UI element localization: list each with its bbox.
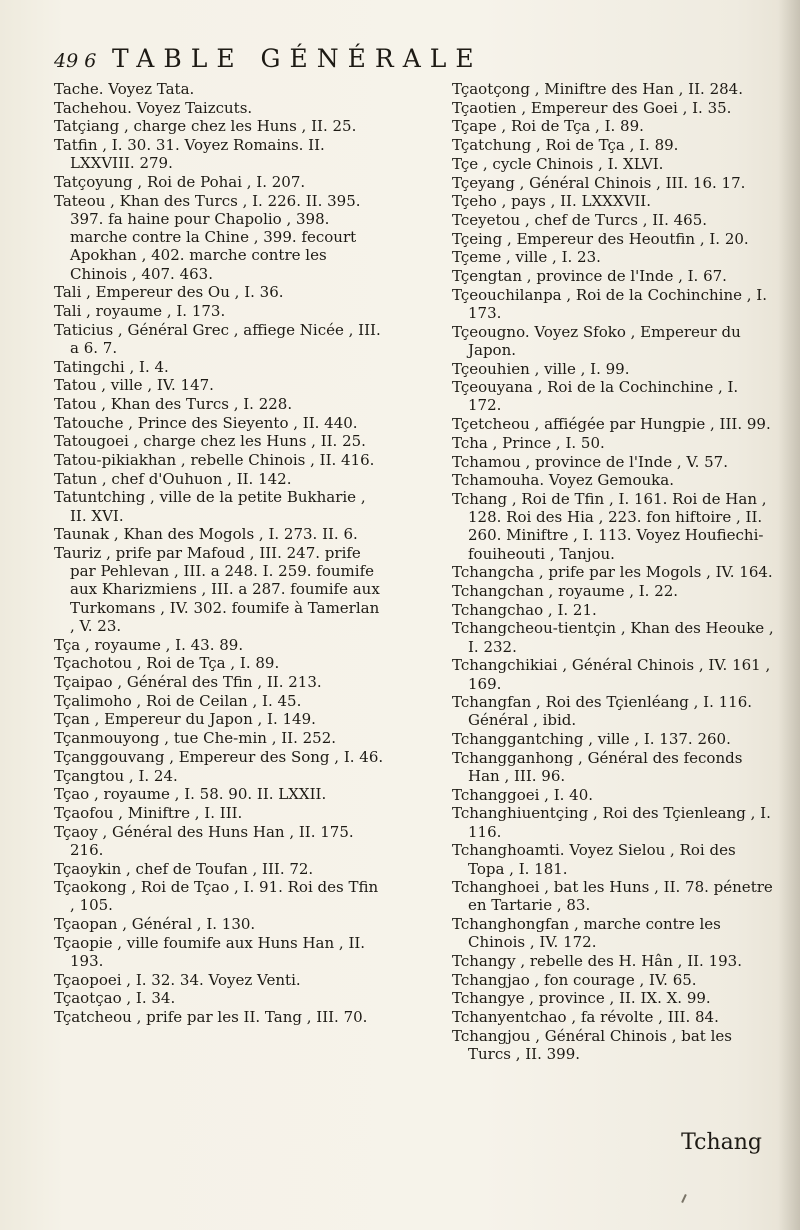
index-entry: Tçetcheou , affiégée par Hungpie , III. 99. — [452, 415, 771, 434]
running-title: TABLE GÉNÉRALE — [112, 44, 483, 73]
index-entry: Tçaotçao , I. 34. — [54, 989, 176, 1008]
index-entry: Tchanggoei , I. 40. — [452, 785, 594, 804]
index-entry: Tchangye , province , II. IX. X. 99. — [452, 989, 711, 1008]
index-entry: Tçeouchilanpa , Roi de la Cochinchine , I. 173. — [452, 285, 767, 322]
index-entry: Tchangganhong , Général des feconds Han , III. 96. — [452, 748, 743, 786]
index-entry: Tçaipao , Général des Tfin , II. 213. — [54, 673, 322, 691]
index-entry: Tça , royaume , I. 43. 89. — [54, 635, 244, 654]
index-entry: Tçatchung , Roi de Tça , I. 89. — [452, 136, 679, 155]
index-entry: Tçape , Roi de Tça , I. 89. — [452, 117, 644, 136]
page-edge-shadow — [778, 0, 800, 1230]
index-entry: Tatçiang , charge chez les Huns , II. 25. — [54, 117, 357, 136]
index-entry: Tchanghoamti. Voyez Sielou , Roi des Topa , I. 181. — [452, 841, 736, 878]
index-entry: Tcha , Prince , I. 50. — [452, 433, 605, 452]
index-entry: Tatun , chef d'Ouhuon , II. 142. — [54, 469, 292, 488]
index-entry: Tchanggantching , ville , I. 137. 260. — [452, 730, 731, 749]
index-entry: Tali , royaume , I. 173. — [54, 301, 226, 320]
index-entry: Taticius , Général Grec , affiege Nicée , III. a 6. 7. — [54, 320, 381, 357]
index-entry: Tçanggouvang , Empereur des Song , I. 46. — [54, 747, 384, 766]
index-entry: Tchangchikiai , Général Chinois , IV. 161 , 169. — [452, 656, 771, 693]
index-entry: Tali , Empereur des Ou , I. 36. — [54, 283, 284, 302]
index-entry: Tatuntching , ville de la petite Bukharie , II. XVI. — [54, 488, 366, 525]
pencil-mark — [681, 1194, 687, 1203]
index-entry: Tceyetou , chef de Turcs , II. 465. — [452, 210, 708, 229]
index-entry: Tçeing , Empereur des Heoutfin , I. 20. — [452, 229, 749, 248]
index-entry: Tchangjao , fon courage , IV. 65. — [452, 970, 697, 989]
page-number: 49 6 — [54, 50, 97, 72]
index-entry: Tçao , royaume , I. 58. 90. II. LXXII. — [54, 785, 327, 804]
index-entry: Tatougoei , charge chez les Huns , II. 25. — [54, 432, 366, 451]
index-entry: Tçangtou , I. 24. — [54, 766, 178, 785]
index-entry: Tçeho , pays , II. LXXXVII. — [452, 192, 651, 211]
index-entry: Tchangchao , I. 21. — [452, 600, 597, 619]
index-entry: Tçan , Empereur du Japon , I. 149. — [54, 710, 316, 729]
index-entry: Tchanyentchao , fa révolte , III. 84. — [452, 1008, 719, 1027]
index-entry: Tçaotien , Empereur des Goei , I. 35. — [452, 98, 732, 117]
index-entry: Tchangchan , royaume , I. 22. — [452, 581, 679, 600]
index-entry: Tatouche , Prince des Sieyento , II. 440. — [54, 413, 358, 432]
left-index-column — [54, 80, 384, 1027]
index-entry: Tçaotçong , Miniftre des Han , II. 284. — [452, 80, 743, 98]
index-entry: Tchanghoei , bat les Huns , II. 78. pénetre en Tartarie , 83. — [452, 878, 773, 915]
index-entry: Taunak , Khan des Mogols , I. 273. II. 6. — [54, 525, 358, 544]
right-index-column — [452, 80, 774, 1064]
index-entry: Tatou , Khan des Turcs , I. 228. — [54, 394, 293, 413]
index-entry: Tachehou. Voyez Taizcuts. — [54, 98, 253, 117]
index-entry: Tchangfan , Roi des Tçienléang , I. 116. Général , ibid. — [452, 693, 753, 730]
index-entry: Tçaopie , ville foumife aux Huns Han , II. 193. — [54, 933, 366, 971]
index-entry: Tçeouhien , ville , I. 99. — [452, 359, 630, 378]
index-entry: Tçaokong , Roi de Tçao , I. 91. Roi des Tfin , 105. — [54, 878, 379, 915]
index-entry: Tçaoykin , chef de Toufan , III. 72. — [54, 859, 314, 878]
index-entry: Tauriz , prife par Mafoud , III. 247. prife par Pehlevan , III. a 248. I. 259. foumife aux Kharizmiens , III. a 287. foumife aux Turkomans , IV. 302. foumife à Tamerlan , V. 23. — [54, 544, 380, 635]
index-entry: Tatou , ville , IV. 147. — [54, 376, 214, 395]
index-columns — [54, 80, 774, 1180]
index-entry: Tatfin , I. 30. 31. Voyez Romains. II. LXXVIII. 279. — [54, 136, 325, 173]
index-entry: Tçeougno. Voyez Sfoko , Empereur du Japon. — [452, 322, 741, 359]
index-entry: Tateou , Khan des Turcs , I. 226. II. 395. 397. fa haine pour Chapolio , 398. marche contre la Chine , 399. fecourt Apokhan , 402. marche contre les Chinois , 407. 463. — [54, 191, 361, 283]
page-header — [0, 44, 800, 78]
index-entry: Tchang , Roi de Tfin , I. 161. Roi de Han , 128. Roi des Hia , 223. fon hiftoire , II. 260. Miniftre , I. 113. Voyez Houfiechi-fouiheouti , Tanjou. — [452, 489, 767, 563]
index-entry: Tçeyang , Général Chinois , III. 16. 17. — [452, 173, 746, 192]
index-entry: Tçanmouyong , tue Che-min , II. 252. — [54, 729, 337, 748]
index-entry: Tatçoyung , Roi de Pohai , I. 207. — [54, 173, 306, 192]
index-entry: Tatingchi , I. 4. — [54, 357, 169, 376]
index-entry: Tçatcheou , prife par les II. Tang , III. 70. — [54, 1008, 368, 1027]
index-entry: Tache. Voyez Tata. — [54, 80, 195, 98]
index-entry: Tchamou , province de l'Inde , V. 57. — [452, 452, 728, 471]
index-entry: Tchangcha , prife par les Mogols , IV. 164. — [452, 563, 773, 582]
index-entry: Tçaoy , Général des Huns Han , II. 175. 216. — [54, 822, 354, 859]
index-entry: Tchangjou , Général Chinois , bat les Turcs , II. 399. — [452, 1026, 732, 1064]
index-entry: Tçeme , ville , I. 23. — [452, 248, 601, 267]
index-entry: Tçaofou , Miniftre , I. III. — [54, 803, 243, 822]
index-entry: Tchamouha. Voyez Gemouka. — [452, 471, 674, 490]
index-entry: Tchanghiuentçing , Roi des Tçienleang , I. 116. — [452, 804, 771, 841]
index-entry: Tçaopoei , I. 32. 34. Voyez Venti. — [54, 970, 301, 989]
index-entry: Tçachotou , Roi de Tça , I. 89. — [54, 654, 280, 673]
index-entry: Tçaopan , Général , I. 130. — [54, 915, 256, 934]
index-entry: Tchangcheou-tientçin , Khan des Heouke , I. 232. — [452, 619, 774, 656]
catchword: Tchang — [681, 1130, 762, 1155]
index-entry: Tçeouyana , Roi de la Cochinchine , I. 172. — [452, 378, 739, 415]
index-entry: Tçe , cycle Chinois , I. XLVI. — [452, 154, 664, 173]
index-entry: Tchanghongfan , marche contre les Chinois , IV. 172. — [452, 915, 721, 952]
index-entry: Tatou-pikiakhan , rebelle Chinois , II. 416. — [54, 451, 375, 470]
index-entry: Tçalimoho , Roi de Ceilan , I. 45. — [54, 691, 302, 710]
index-entry: Tchangy , rebelle des H. Hân , II. 193. — [452, 952, 742, 971]
index-entry: Tçengtan , province de l'Inde , I. 67. — [452, 267, 727, 286]
